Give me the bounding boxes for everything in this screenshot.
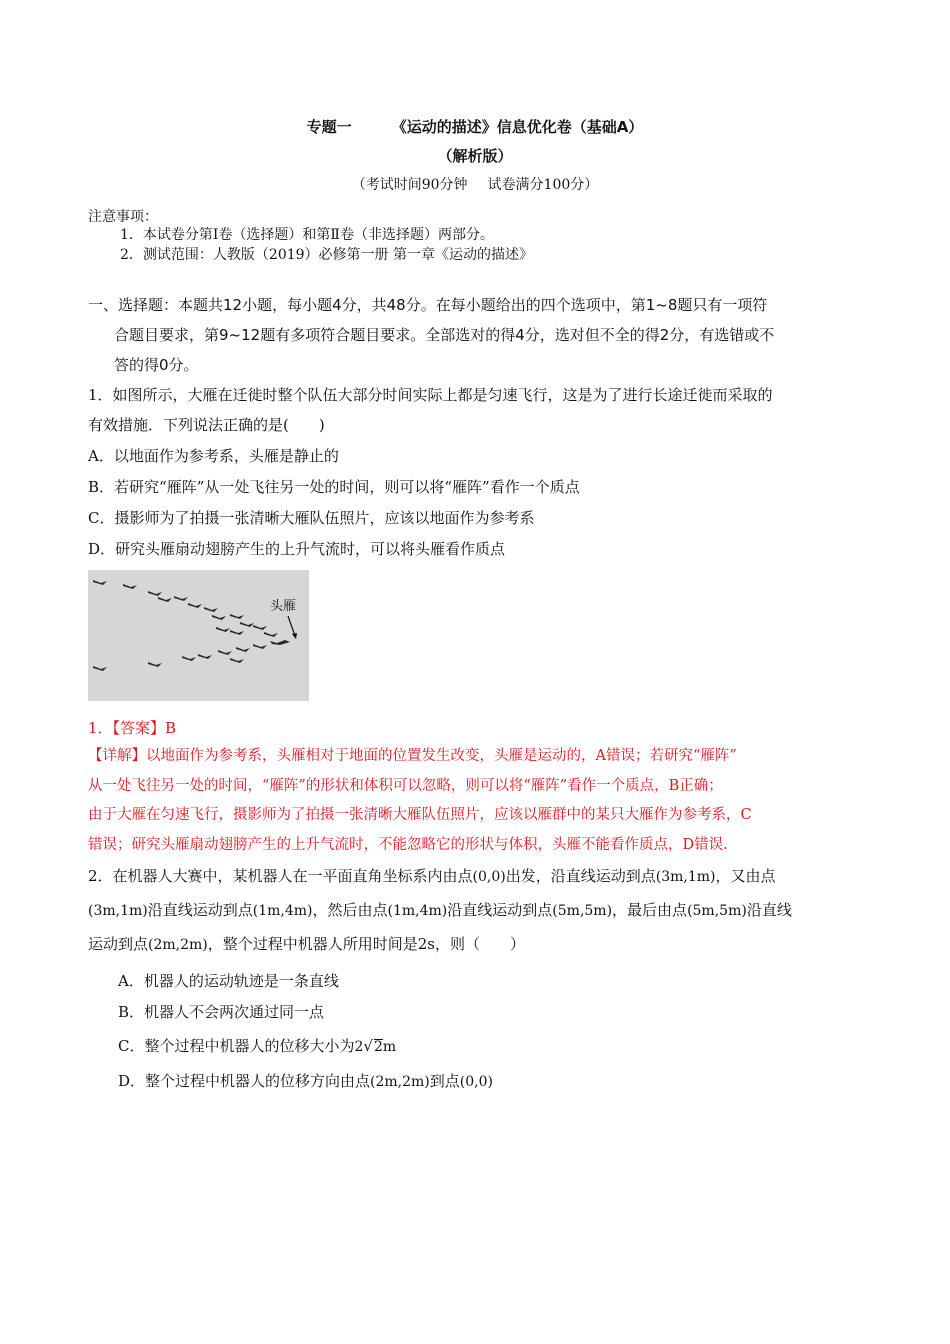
sqrt-sign: √ <box>363 1037 373 1055</box>
question-2-option-d <box>118 1070 493 1091</box>
question-2-line-1 <box>88 860 868 894</box>
question-1-option-b: B．若研究“雁阵”从一处飞往另一处的时间，则可以将“雁阵”看作一个质点 <box>88 478 580 496</box>
question-1-stem <box>88 380 868 440</box>
point-1-4: (1m,4m) <box>387 903 448 919</box>
q2-text: 运动到点 <box>88 935 149 953</box>
q2-text: ，然后由点 <box>312 901 388 919</box>
question-2-stem <box>88 860 868 962</box>
point-2-2: (2m,2m) <box>370 1074 430 1090</box>
question-2-line-3 <box>88 928 868 962</box>
option-c-text: C．整个过程中机器人的位移大小为 <box>118 1037 355 1055</box>
title-main: 《运动的描述》信息优化卷（基础A） <box>391 118 644 136</box>
question-2-option-a: A．机器人的运动轨迹是一条直线 <box>118 972 339 990</box>
section-line-2: 合题目要求，第9~12题有多项符合题目要求。全部选对的得4分，选对但不全的得2分，有选错或不 <box>114 326 775 344</box>
option-d-text: D．整个过程中机器人的位移方向由点 <box>118 1072 371 1090</box>
q2-text: ，最后由点 <box>612 901 688 919</box>
doc-title <box>0 116 950 137</box>
title-topic: 专题一 <box>306 118 352 136</box>
exam-time: （考试时间90分钟 <box>351 177 468 193</box>
point-origin: (0,0) <box>459 1074 493 1090</box>
section-line-3: 答的得0分。 <box>114 356 199 374</box>
question-1-answer: 1．【答案】B <box>88 719 177 737</box>
option-d-text: 到点 <box>429 1072 460 1090</box>
explanation-line-4: 错误；研究头雁扇动翅膀产生的上升气流时，不能忽略它的形状与体积，头雁不能看作质点，D错误. <box>88 836 728 853</box>
explanation-line-3: 由于大雁在匀速飞行，摄影师为了拍摄一张清晰大雁队伍照片，应该以雁群中的某只大雁作为参考系，C <box>88 807 752 823</box>
question-1-option-d: D．研究头雁扇动翅膀产生的上升气流时，可以将头雁看作质点 <box>88 540 506 558</box>
q2-text: 沿直线 <box>746 901 792 919</box>
point-1-4: (1m,4m) <box>252 903 313 919</box>
q2-text: 出发，沿直线运动到点 <box>505 867 656 885</box>
displacement-unit: m <box>382 1039 397 1055</box>
notice-item-1: 1．本试卷分第Ⅰ卷（选择题）和第Ⅱ卷（非选择题）两部分。 <box>120 227 494 243</box>
section-line-1: 一、选择题：本题共12小题，每小题4分，共48分。在每小题给出的四个选项中，第1~8题只有一项符 <box>88 296 768 314</box>
geese-illustration <box>88 570 309 701</box>
doc-subtitle: （解析版） <box>437 147 513 165</box>
explanation-line-1: 【详解】以地面作为参考系，头雁相对于地面的位置发生改变，头雁是运动的，A错误；若研究“雁阵” <box>88 748 737 764</box>
exam-score: 试卷满分100分） <box>487 177 599 193</box>
point-origin: (0,0) <box>472 869 506 885</box>
q2-text: 沿直线运动到点 <box>147 901 253 919</box>
question-1-option-c: C．摄影师为了拍摄一张清晰大雁队伍照片，应该以地面作为参考系 <box>88 509 535 527</box>
q2-text: 2．在机器人大赛中，某机器人在一平面直角坐标系内由点 <box>88 867 473 885</box>
radicand: 2 <box>373 1039 383 1055</box>
question-1-line-2: 有效措施．下列说法正确的是( ) <box>88 416 325 434</box>
q2-text: 沿直线运动到点 <box>447 901 553 919</box>
notice-heading: 注意事项： <box>88 209 158 225</box>
question-2-option-b: B．机器人不会两次通过同一点 <box>118 1003 325 1021</box>
explanation-line-2: 从一处飞往另一处的时间，“雁阵”的形状和体积可以忽略，则可以将“雁阵”看作一个质点，B正确； <box>88 777 723 794</box>
question-2-line-2 <box>88 894 868 928</box>
notice-item-2: 2．测试范围：人教版（2019）必修第一册 第一章《运动的描述》 <box>120 247 533 263</box>
point-3-1: (3m,1m) <box>655 869 716 885</box>
displacement-coefficient: 2 <box>354 1039 364 1055</box>
question-1-explanation <box>88 742 878 860</box>
section-instructions <box>88 290 868 380</box>
question-2-option-c <box>118 1035 396 1056</box>
lead-goose-label: 头雁 <box>270 599 297 614</box>
geese-photo <box>88 570 309 701</box>
exam-info <box>0 174 950 194</box>
point-5-5: (5m,5m) <box>552 903 613 919</box>
point-2-2: (2m,2m) <box>148 937 208 953</box>
question-1-line-1: 1．如图所示，大雁在迁徙时整个队伍大部分时间实际上都是匀速飞行，这是为了进行长途迁徙而采取的 <box>88 386 773 404</box>
question-1-option-a: A．以地面作为参考系，头雁是静止的 <box>88 447 339 465</box>
q2-text: ，整个过程中机器人所用时间是2s，则（ ） <box>207 935 526 953</box>
q2-text: ，又由点 <box>715 867 776 885</box>
point-3-1: (3m,1m) <box>88 903 148 919</box>
point-5-5: (5m,5m) <box>687 903 747 919</box>
